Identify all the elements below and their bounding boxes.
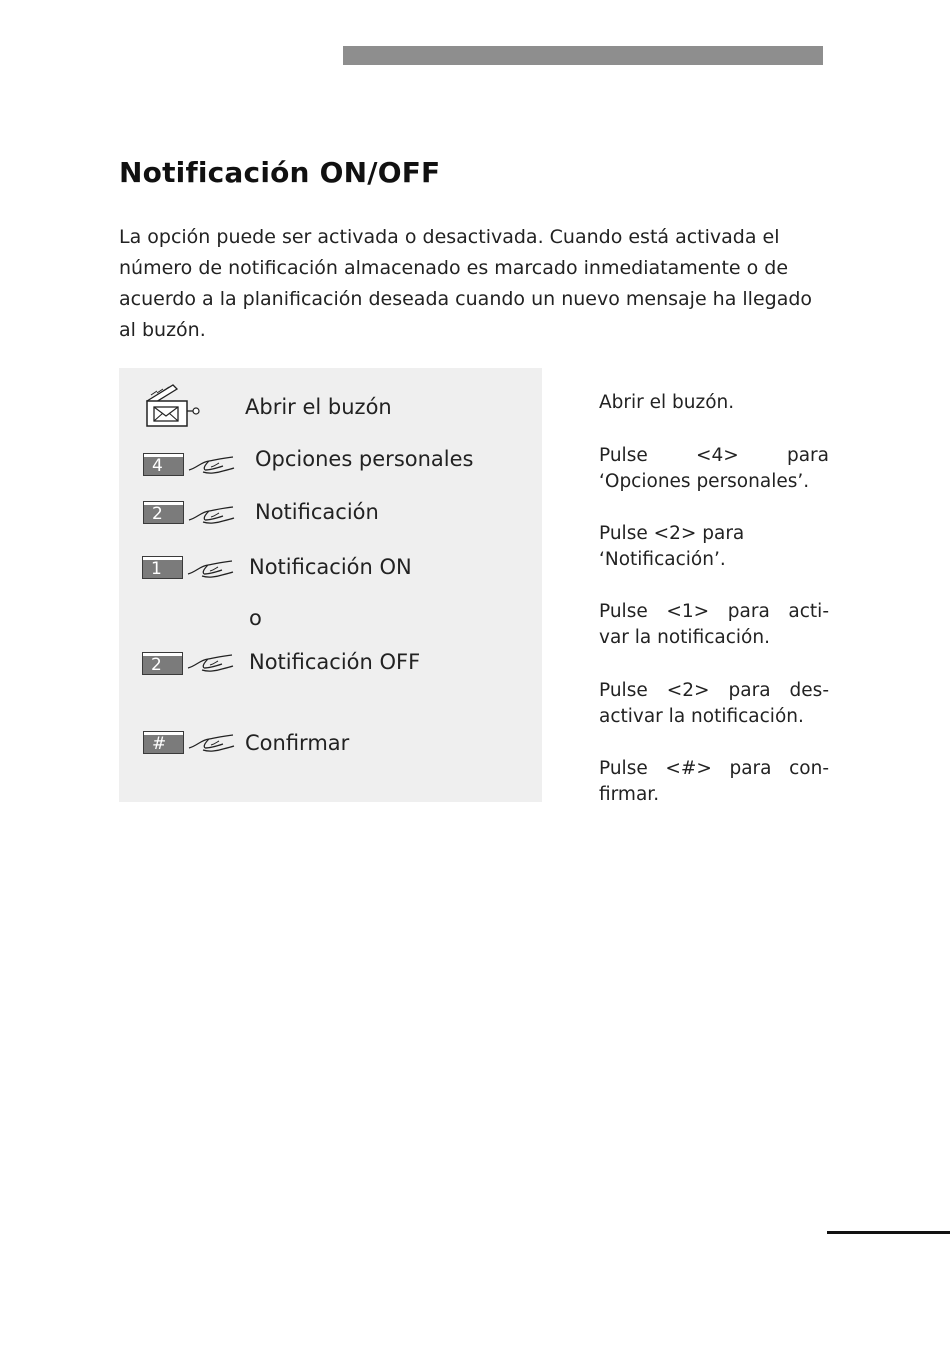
desc-text: firmar. [599,784,660,805]
key-4-button[interactable]: 4 [143,453,184,476]
desc-text: Abrir el buzón. [599,392,735,413]
desc-notification-on [599,599,829,651]
hand-pointer-icon [187,502,235,530]
desc-notification-off [599,678,829,730]
desc-personal-options [599,443,829,495]
desc-text: var la notificación. [599,627,770,648]
hand-pointer-icon [186,556,234,584]
step-notification: Notificación [255,500,379,524]
step-personal-options: Opciones personales [255,447,474,471]
desc-open-mailbox [599,390,829,416]
hand-pointer-icon [186,650,234,678]
mailbox-icon [143,381,201,429]
key-2-button[interactable]: 2 [142,652,183,675]
step-confirm: Confirmar [245,731,350,755]
desc-text: ‘Notificación’. [599,549,726,570]
desc-text: ‘Opciones personales’. [599,471,810,492]
step-notification-off: Notificación OFF [249,650,421,674]
desc-text: Pulse <4> para [599,445,829,466]
desc-text: Pulse <2> para [599,523,745,544]
desc-text: Pulse <2> para des- [599,680,829,701]
intro-paragraph: La opción puede ser activada o desactivada. Cuando está activada el número de notificación almacenado es marcado inmediatamente o de acuerdo a la planificación deseada cuando un nuevo mensaje ha llegado al buzón. [119,226,813,341]
desc-text: activar la notificación. [599,706,804,727]
step-or: o [249,606,262,630]
key-1-button[interactable]: 1 [142,556,183,579]
desc-text: Pulse <1> para acti- [599,601,829,622]
key-2-button[interactable]: 2 [143,501,184,524]
hand-pointer-icon [187,730,235,758]
footer-rule [827,1231,950,1234]
desc-confirm [599,756,829,808]
hand-pointer-icon [187,452,235,480]
key-hash-button[interactable]: # [143,731,184,754]
desc-text: Pulse <#> para con- [599,758,829,779]
page-title: Notificación ON/OFF [119,156,441,189]
step-open-mailbox: Abrir el buzón [245,395,392,419]
header-bar [343,46,823,65]
step-notification-on: Notificación ON [249,555,412,579]
desc-notification [599,521,829,573]
